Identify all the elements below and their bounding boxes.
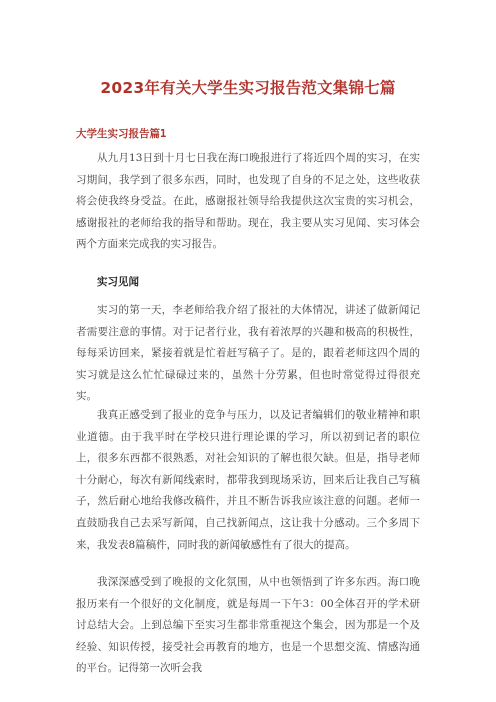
paragraph-first-day: 实习的第一天，李老师给我介绍了报社的大体情况，讲述了做新闻记者需要注意的事情。对于记者行业，我有着浓厚的兴趣和极高的积极性，每每采访回来，紧接着就是忙着赶写稿子了。是的，跟着老师这四个周的实习就是这么忙忙碌碌过来的，虽然十分劳累，但也时常觉得过得很充实。 <box>76 304 420 403</box>
paragraph-competition: 我真正感受到了报业的竞争与压力，以及记者编辑们的敬业精神和职业道德。由于我平时在学校只进行理论课的学习，所以初到记者的职位上，很多东西都不很熟悉，对社会知识的了解也很欠缺。但是，指导老师十分耐心，每次有新闻线索时，都带我到现场采访，回来后让我自己写稿子，然后耐心地给我修改稿件，并且不断告诉我应该注意的问题。老师一直鼓励我自己去采写新闻，自己找新闻点，这让我十分感动。三个多周下来，我发表8篇稿件，同时我的新闻敏感性有了很大的提高。 <box>76 409 420 551</box>
section-heading: 大学生实习报告篇1 <box>76 128 167 140</box>
paragraph-intro: 从九月13日到十月七日我在海口晚报进行了将近四个周的实习，在实习期间，我学到了很多东西，同时，也发现了自身的不足之处，这些收获将会使我终身受益。在此，感谢报社领导给我提供这次宝贵的实习机会，感谢报社的老师给我的指导和帮助。现在，我主要从实习见闻、实习体会两个方面来完成我的实习报告。 <box>76 152 420 251</box>
document-title: 2023年有关大学生实习报告范文集锦七篇 <box>100 79 396 97</box>
paragraph-culture: 我深深感受到了晚报的文化氛围，从中也领悟到了许多东西。海口晚报历来有一个很好的文化制度，就是每周一下午3：00全体召开的学术研讨总结大会。上到总编下至实习生都非常重视这个集会，因为那是一个及经验、知识传授，接受社会再教育的地方，也是一个思想交流、情感沟通的平台。记得第一次听会我 <box>76 576 420 675</box>
sub-heading-internship-observations: 实习见闻 <box>97 276 139 288</box>
